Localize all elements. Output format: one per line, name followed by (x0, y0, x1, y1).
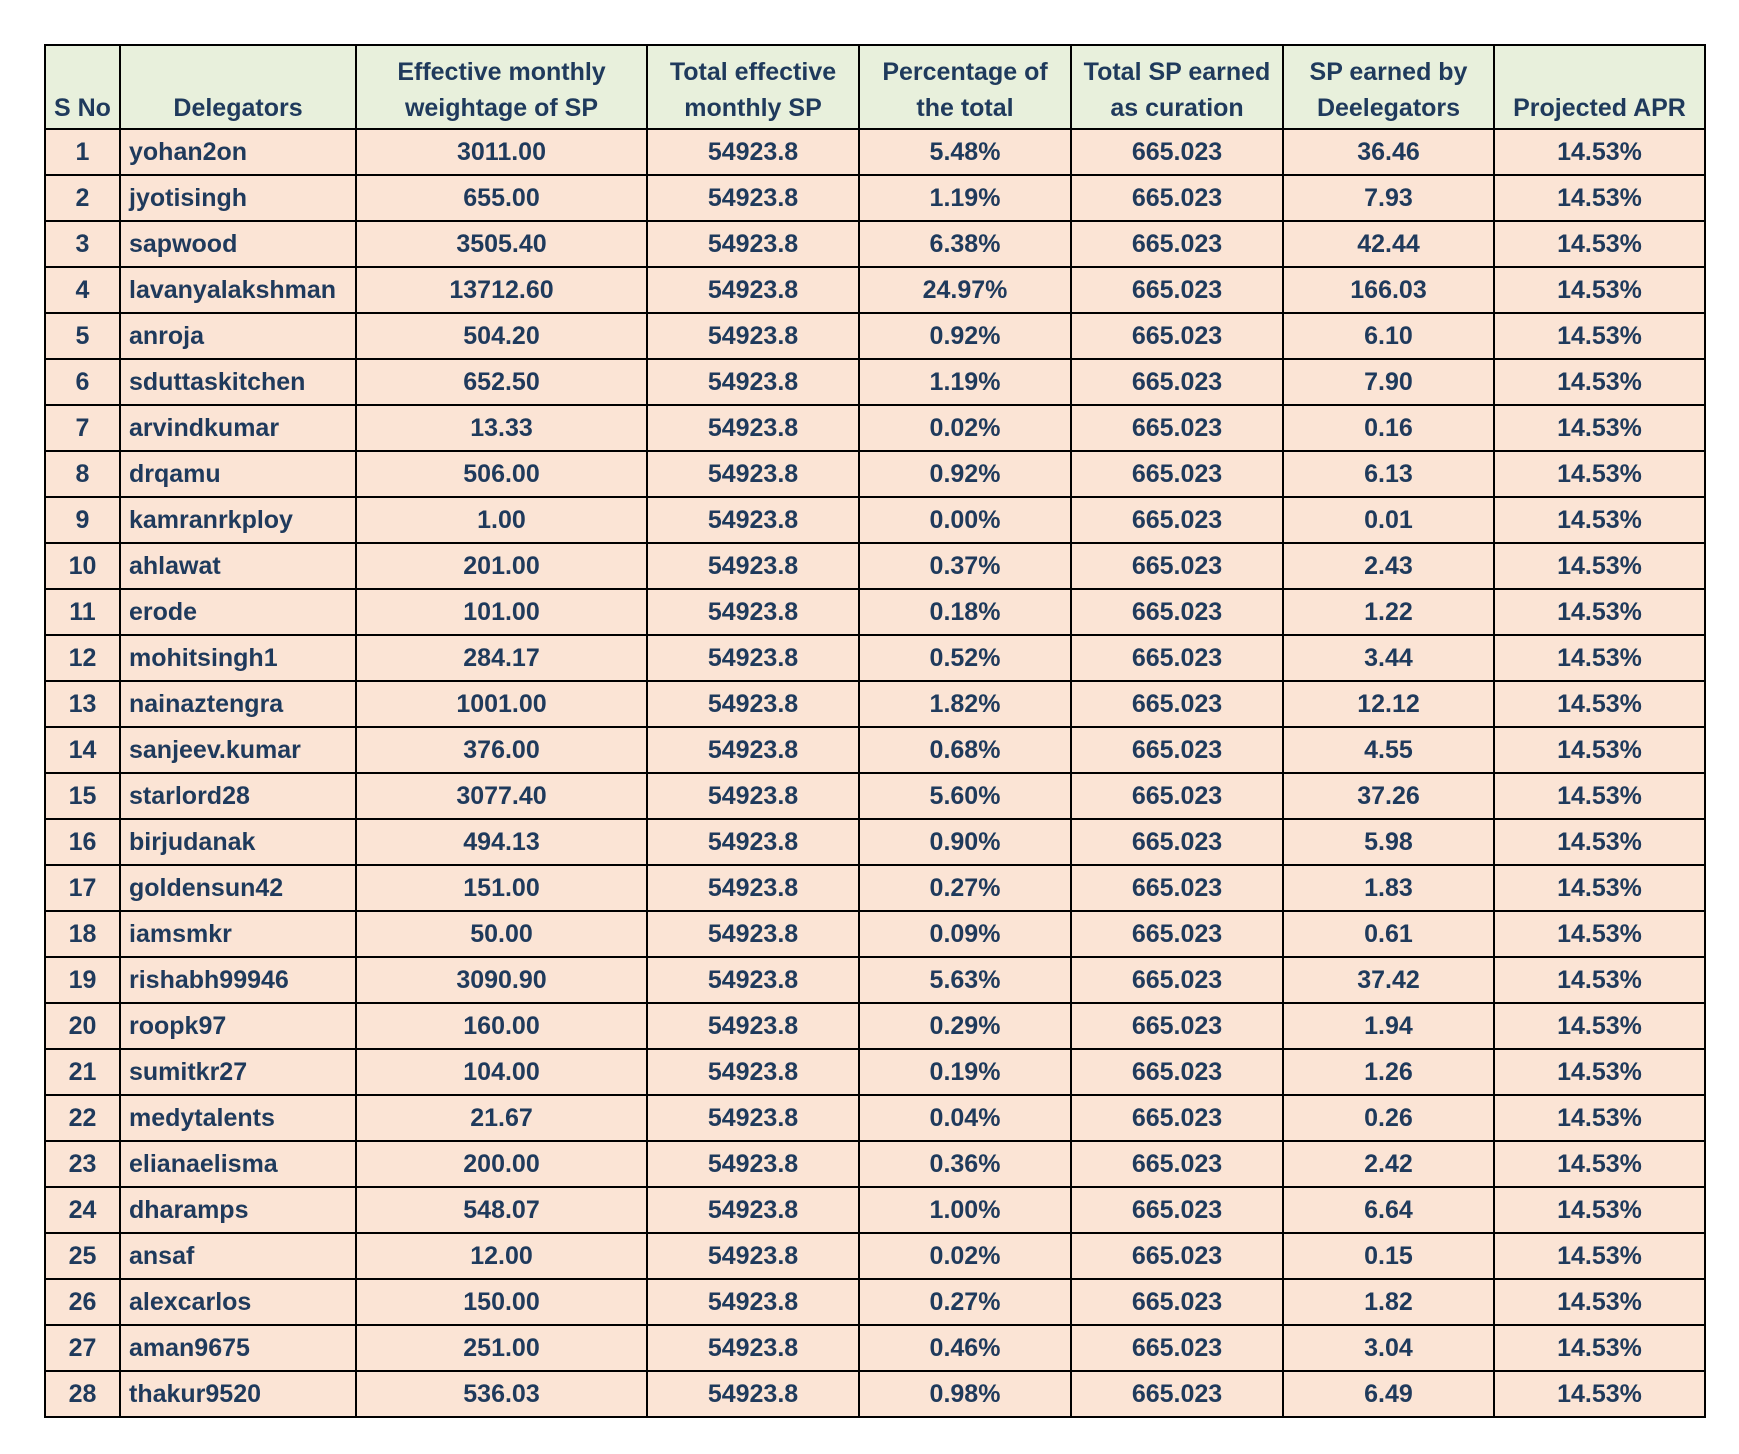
cell-total-sp-curation: 665.023 (1071, 1187, 1283, 1233)
cell-s-no: 25 (45, 1233, 120, 1279)
cell-delegator: starlord28 (120, 773, 356, 819)
table-body (45, 129, 1705, 1417)
cell-projected-apr: 14.53% (1494, 1187, 1705, 1233)
header-projected-apr: Projected APR (1494, 45, 1705, 129)
cell-s-no: 2 (45, 175, 120, 221)
cell-projected-apr: 14.53% (1494, 267, 1705, 313)
table-row (45, 1233, 1705, 1279)
cell-delegator: roopk97 (120, 1003, 356, 1049)
cell-projected-apr: 14.53% (1494, 957, 1705, 1003)
table-row (45, 773, 1705, 819)
cell-percentage: 0.68% (859, 727, 1071, 773)
header-s-no: S No (45, 45, 120, 129)
cell-delegator: erode (120, 589, 356, 635)
cell-s-no: 16 (45, 819, 120, 865)
cell-percentage: 0.90% (859, 819, 1071, 865)
cell-total-effective-sp: 54923.8 (647, 1371, 859, 1417)
cell-delegator: thakur9520 (120, 1371, 356, 1417)
table-row (45, 221, 1705, 267)
table-row (45, 451, 1705, 497)
cell-total-sp-curation: 665.023 (1071, 359, 1283, 405)
table-row (45, 1187, 1705, 1233)
cell-sp-earned: 3.44 (1283, 635, 1494, 681)
cell-s-no: 4 (45, 267, 120, 313)
cell-sp-earned: 1.82 (1283, 1279, 1494, 1325)
cell-effective-weightage: 3090.90 (356, 957, 647, 1003)
cell-delegator: mohitsingh1 (120, 635, 356, 681)
cell-projected-apr: 14.53% (1494, 451, 1705, 497)
cell-total-sp-curation: 665.023 (1071, 635, 1283, 681)
cell-sp-earned: 0.26 (1283, 1095, 1494, 1141)
table-row (45, 1141, 1705, 1187)
cell-percentage: 0.92% (859, 451, 1071, 497)
cell-total-sp-curation: 665.023 (1071, 543, 1283, 589)
cell-delegator: elianaelisma (120, 1141, 356, 1187)
cell-effective-weightage: 3505.40 (356, 221, 647, 267)
cell-sp-earned: 1.83 (1283, 865, 1494, 911)
cell-effective-weightage: 506.00 (356, 451, 647, 497)
cell-s-no: 13 (45, 681, 120, 727)
cell-total-effective-sp: 54923.8 (647, 267, 859, 313)
cell-delegator: alexcarlos (120, 1279, 356, 1325)
cell-total-effective-sp: 54923.8 (647, 1233, 859, 1279)
cell-delegator: aman9675 (120, 1325, 356, 1371)
cell-percentage: 0.04% (859, 1095, 1071, 1141)
header-total-sp-curation: Total SP earned as curation (1071, 45, 1283, 129)
cell-total-sp-curation: 665.023 (1071, 129, 1283, 175)
table-row (45, 865, 1705, 911)
cell-percentage: 1.19% (859, 359, 1071, 405)
cell-delegator: goldensun42 (120, 865, 356, 911)
cell-projected-apr: 14.53% (1494, 1003, 1705, 1049)
cell-total-sp-curation: 665.023 (1071, 681, 1283, 727)
cell-sp-earned: 7.93 (1283, 175, 1494, 221)
cell-percentage: 6.38% (859, 221, 1071, 267)
cell-s-no: 18 (45, 911, 120, 957)
cell-sp-earned: 0.15 (1283, 1233, 1494, 1279)
cell-projected-apr: 14.53% (1494, 129, 1705, 175)
cell-sp-earned: 7.90 (1283, 359, 1494, 405)
cell-effective-weightage: 1001.00 (356, 681, 647, 727)
cell-projected-apr: 14.53% (1494, 1371, 1705, 1417)
cell-sp-earned: 2.43 (1283, 543, 1494, 589)
cell-s-no: 28 (45, 1371, 120, 1417)
cell-delegator: drqamu (120, 451, 356, 497)
cell-percentage: 0.36% (859, 1141, 1071, 1187)
cell-delegator: ahlawat (120, 543, 356, 589)
cell-total-effective-sp: 54923.8 (647, 1049, 859, 1095)
cell-delegator: arvindkumar (120, 405, 356, 451)
cell-total-sp-curation: 665.023 (1071, 267, 1283, 313)
cell-total-sp-curation: 665.023 (1071, 1233, 1283, 1279)
table-row (45, 1371, 1705, 1417)
cell-effective-weightage: 101.00 (356, 589, 647, 635)
cell-projected-apr: 14.53% (1494, 359, 1705, 405)
cell-s-no: 7 (45, 405, 120, 451)
cell-s-no: 22 (45, 1095, 120, 1141)
table-row (45, 1325, 1705, 1371)
cell-total-effective-sp: 54923.8 (647, 1279, 859, 1325)
table-row (45, 267, 1705, 313)
cell-sp-earned: 1.26 (1283, 1049, 1494, 1095)
cell-percentage: 0.19% (859, 1049, 1071, 1095)
cell-sp-earned: 1.94 (1283, 1003, 1494, 1049)
cell-total-effective-sp: 54923.8 (647, 1325, 859, 1371)
cell-delegator: nainaztengra (120, 681, 356, 727)
cell-projected-apr: 14.53% (1494, 635, 1705, 681)
cell-projected-apr: 14.53% (1494, 865, 1705, 911)
cell-sp-earned: 4.55 (1283, 727, 1494, 773)
cell-effective-weightage: 494.13 (356, 819, 647, 865)
cell-total-effective-sp: 54923.8 (647, 727, 859, 773)
cell-sp-earned: 42.44 (1283, 221, 1494, 267)
cell-total-effective-sp: 54923.8 (647, 911, 859, 957)
cell-effective-weightage: 200.00 (356, 1141, 647, 1187)
cell-s-no: 23 (45, 1141, 120, 1187)
cell-percentage: 0.09% (859, 911, 1071, 957)
cell-s-no: 11 (45, 589, 120, 635)
cell-total-sp-curation: 665.023 (1071, 1371, 1283, 1417)
cell-total-effective-sp: 54923.8 (647, 221, 859, 267)
cell-effective-weightage: 104.00 (356, 1049, 647, 1095)
cell-total-sp-curation: 665.023 (1071, 175, 1283, 221)
header-row (45, 45, 1705, 129)
cell-s-no: 21 (45, 1049, 120, 1095)
table-row (45, 589, 1705, 635)
table-row (45, 635, 1705, 681)
cell-percentage: 0.27% (859, 865, 1071, 911)
cell-sp-earned: 12.12 (1283, 681, 1494, 727)
cell-effective-weightage: 150.00 (356, 1279, 647, 1325)
cell-percentage: 1.00% (859, 1187, 1071, 1233)
cell-percentage: 0.29% (859, 1003, 1071, 1049)
cell-total-sp-curation: 665.023 (1071, 451, 1283, 497)
cell-projected-apr: 14.53% (1494, 543, 1705, 589)
cell-percentage: 1.82% (859, 681, 1071, 727)
table-row (45, 543, 1705, 589)
cell-effective-weightage: 655.00 (356, 175, 647, 221)
cell-delegator: medytalents (120, 1095, 356, 1141)
header-total-effective-monthly-sp: Total effective monthly SP (647, 45, 859, 129)
cell-total-effective-sp: 54923.8 (647, 1003, 859, 1049)
cell-total-sp-curation: 665.023 (1071, 589, 1283, 635)
cell-total-sp-curation: 665.023 (1071, 497, 1283, 543)
cell-total-effective-sp: 54923.8 (647, 497, 859, 543)
cell-percentage: 5.48% (859, 129, 1071, 175)
cell-projected-apr: 14.53% (1494, 773, 1705, 819)
cell-s-no: 17 (45, 865, 120, 911)
cell-effective-weightage: 3077.40 (356, 773, 647, 819)
cell-projected-apr: 14.53% (1494, 589, 1705, 635)
table-row (45, 313, 1705, 359)
cell-s-no: 15 (45, 773, 120, 819)
cell-s-no: 9 (45, 497, 120, 543)
cell-s-no: 6 (45, 359, 120, 405)
cell-effective-weightage: 536.03 (356, 1371, 647, 1417)
cell-sp-earned: 37.42 (1283, 957, 1494, 1003)
cell-delegator: ansaf (120, 1233, 356, 1279)
cell-total-sp-curation: 665.023 (1071, 313, 1283, 359)
cell-projected-apr: 14.53% (1494, 819, 1705, 865)
cell-projected-apr: 14.53% (1494, 1233, 1705, 1279)
cell-projected-apr: 14.53% (1494, 175, 1705, 221)
cell-s-no: 5 (45, 313, 120, 359)
cell-percentage: 1.19% (859, 175, 1071, 221)
cell-delegator: yohan2on (120, 129, 356, 175)
cell-percentage: 0.00% (859, 497, 1071, 543)
cell-effective-weightage: 3011.00 (356, 129, 647, 175)
cell-effective-weightage: 151.00 (356, 865, 647, 911)
cell-total-effective-sp: 54923.8 (647, 819, 859, 865)
header-sp-earned-by-delegators: SP earned by Deelegators (1283, 45, 1494, 129)
cell-percentage: 5.63% (859, 957, 1071, 1003)
cell-effective-weightage: 50.00 (356, 911, 647, 957)
cell-projected-apr: 14.53% (1494, 1049, 1705, 1095)
cell-delegator: dharamps (120, 1187, 356, 1233)
cell-delegator: sapwood (120, 221, 356, 267)
table-row (45, 727, 1705, 773)
cell-delegator: sanjeev.kumar (120, 727, 356, 773)
cell-effective-weightage: 251.00 (356, 1325, 647, 1371)
cell-sp-earned: 3.04 (1283, 1325, 1494, 1371)
cell-sp-earned: 0.01 (1283, 497, 1494, 543)
cell-projected-apr: 14.53% (1494, 1279, 1705, 1325)
cell-projected-apr: 14.53% (1494, 221, 1705, 267)
table-row (45, 1279, 1705, 1325)
cell-s-no: 26 (45, 1279, 120, 1325)
cell-total-sp-curation: 665.023 (1071, 1095, 1283, 1141)
cell-total-sp-curation: 665.023 (1071, 1325, 1283, 1371)
cell-percentage: 0.46% (859, 1325, 1071, 1371)
cell-total-effective-sp: 54923.8 (647, 313, 859, 359)
cell-sp-earned: 0.16 (1283, 405, 1494, 451)
cell-total-effective-sp: 54923.8 (647, 635, 859, 681)
cell-delegator: iamsmkr (120, 911, 356, 957)
cell-sp-earned: 5.98 (1283, 819, 1494, 865)
cell-total-sp-curation: 665.023 (1071, 727, 1283, 773)
cell-sp-earned: 37.26 (1283, 773, 1494, 819)
cell-total-effective-sp: 54923.8 (647, 359, 859, 405)
cell-percentage: 0.98% (859, 1371, 1071, 1417)
cell-effective-weightage: 13.33 (356, 405, 647, 451)
cell-s-no: 10 (45, 543, 120, 589)
cell-percentage: 5.60% (859, 773, 1071, 819)
cell-total-sp-curation: 665.023 (1071, 957, 1283, 1003)
cell-delegator: lavanyalakshman (120, 267, 356, 313)
cell-effective-weightage: 13712.60 (356, 267, 647, 313)
cell-s-no: 19 (45, 957, 120, 1003)
cell-total-sp-curation: 665.023 (1071, 819, 1283, 865)
table-row (45, 1049, 1705, 1095)
table-row (45, 129, 1705, 175)
cell-delegator: sumitkr27 (120, 1049, 356, 1095)
table-row (45, 957, 1705, 1003)
cell-total-sp-curation: 665.023 (1071, 1141, 1283, 1187)
cell-sp-earned: 1.22 (1283, 589, 1494, 635)
cell-total-effective-sp: 54923.8 (647, 865, 859, 911)
cell-delegator: kamranrkploy (120, 497, 356, 543)
cell-effective-weightage: 1.00 (356, 497, 647, 543)
cell-s-no: 20 (45, 1003, 120, 1049)
cell-percentage: 0.92% (859, 313, 1071, 359)
cell-sp-earned: 2.42 (1283, 1141, 1494, 1187)
cell-sp-earned: 6.10 (1283, 313, 1494, 359)
delegators-table (44, 44, 1706, 1418)
table-row (45, 911, 1705, 957)
cell-projected-apr: 14.53% (1494, 911, 1705, 957)
cell-total-effective-sp: 54923.8 (647, 1187, 859, 1233)
cell-s-no: 3 (45, 221, 120, 267)
cell-percentage: 0.52% (859, 635, 1071, 681)
cell-total-sp-curation: 665.023 (1071, 1003, 1283, 1049)
cell-percentage: 24.97% (859, 267, 1071, 313)
cell-effective-weightage: 376.00 (356, 727, 647, 773)
cell-total-effective-sp: 54923.8 (647, 589, 859, 635)
cell-delegator: birjudanak (120, 819, 356, 865)
cell-total-effective-sp: 54923.8 (647, 1095, 859, 1141)
cell-effective-weightage: 284.17 (356, 635, 647, 681)
cell-s-no: 8 (45, 451, 120, 497)
cell-s-no: 14 (45, 727, 120, 773)
cell-projected-apr: 14.53% (1494, 405, 1705, 451)
cell-total-effective-sp: 54923.8 (647, 1141, 859, 1187)
cell-percentage: 0.37% (859, 543, 1071, 589)
cell-total-sp-curation: 665.023 (1071, 221, 1283, 267)
cell-projected-apr: 14.53% (1494, 727, 1705, 773)
cell-total-sp-curation: 665.023 (1071, 911, 1283, 957)
cell-total-effective-sp: 54923.8 (647, 405, 859, 451)
cell-sp-earned: 6.13 (1283, 451, 1494, 497)
cell-projected-apr: 14.53% (1494, 681, 1705, 727)
cell-s-no: 12 (45, 635, 120, 681)
cell-total-sp-curation: 665.023 (1071, 1279, 1283, 1325)
cell-sp-earned: 0.61 (1283, 911, 1494, 957)
cell-projected-apr: 14.53% (1494, 1095, 1705, 1141)
table-row (45, 497, 1705, 543)
cell-total-sp-curation: 665.023 (1071, 405, 1283, 451)
table-row (45, 175, 1705, 221)
cell-total-effective-sp: 54923.8 (647, 543, 859, 589)
table-row (45, 681, 1705, 727)
cell-total-effective-sp: 54923.8 (647, 175, 859, 221)
cell-total-sp-curation: 665.023 (1071, 773, 1283, 819)
cell-projected-apr: 14.53% (1494, 1141, 1705, 1187)
header-effective-monthly-weightage: Effective monthly weightage of SP (356, 45, 647, 129)
table-row (45, 405, 1705, 451)
cell-sp-earned: 166.03 (1283, 267, 1494, 313)
cell-projected-apr: 14.53% (1494, 1325, 1705, 1371)
cell-percentage: 0.02% (859, 405, 1071, 451)
cell-total-effective-sp: 54923.8 (647, 129, 859, 175)
cell-sp-earned: 6.64 (1283, 1187, 1494, 1233)
cell-effective-weightage: 548.07 (356, 1187, 647, 1233)
table-row (45, 359, 1705, 405)
cell-sp-earned: 6.49 (1283, 1371, 1494, 1417)
cell-percentage: 0.27% (859, 1279, 1071, 1325)
cell-effective-weightage: 504.20 (356, 313, 647, 359)
cell-s-no: 24 (45, 1187, 120, 1233)
cell-total-sp-curation: 665.023 (1071, 1049, 1283, 1095)
cell-total-effective-sp: 54923.8 (647, 451, 859, 497)
cell-delegator: jyotisingh (120, 175, 356, 221)
cell-total-effective-sp: 54923.8 (647, 681, 859, 727)
table-row (45, 1095, 1705, 1141)
table-row (45, 819, 1705, 865)
cell-total-sp-curation: 665.023 (1071, 865, 1283, 911)
cell-effective-weightage: 652.50 (356, 359, 647, 405)
cell-percentage: 0.02% (859, 1233, 1071, 1279)
cell-total-effective-sp: 54923.8 (647, 773, 859, 819)
cell-delegator: sduttaskitchen (120, 359, 356, 405)
cell-effective-weightage: 201.00 (356, 543, 647, 589)
cell-effective-weightage: 160.00 (356, 1003, 647, 1049)
header-percentage-of-total: Percentage of the total (859, 45, 1071, 129)
cell-sp-earned: 36.46 (1283, 129, 1494, 175)
cell-effective-weightage: 21.67 (356, 1095, 647, 1141)
header-delegators: Delegators (120, 45, 356, 129)
cell-delegator: rishabh99946 (120, 957, 356, 1003)
cell-total-effective-sp: 54923.8 (647, 957, 859, 1003)
cell-projected-apr: 14.53% (1494, 313, 1705, 359)
table-row (45, 1003, 1705, 1049)
cell-projected-apr: 14.53% (1494, 497, 1705, 543)
cell-percentage: 0.18% (859, 589, 1071, 635)
cell-s-no: 1 (45, 129, 120, 175)
cell-s-no: 27 (45, 1325, 120, 1371)
cell-delegator: anroja (120, 313, 356, 359)
cell-effective-weightage: 12.00 (356, 1233, 647, 1279)
